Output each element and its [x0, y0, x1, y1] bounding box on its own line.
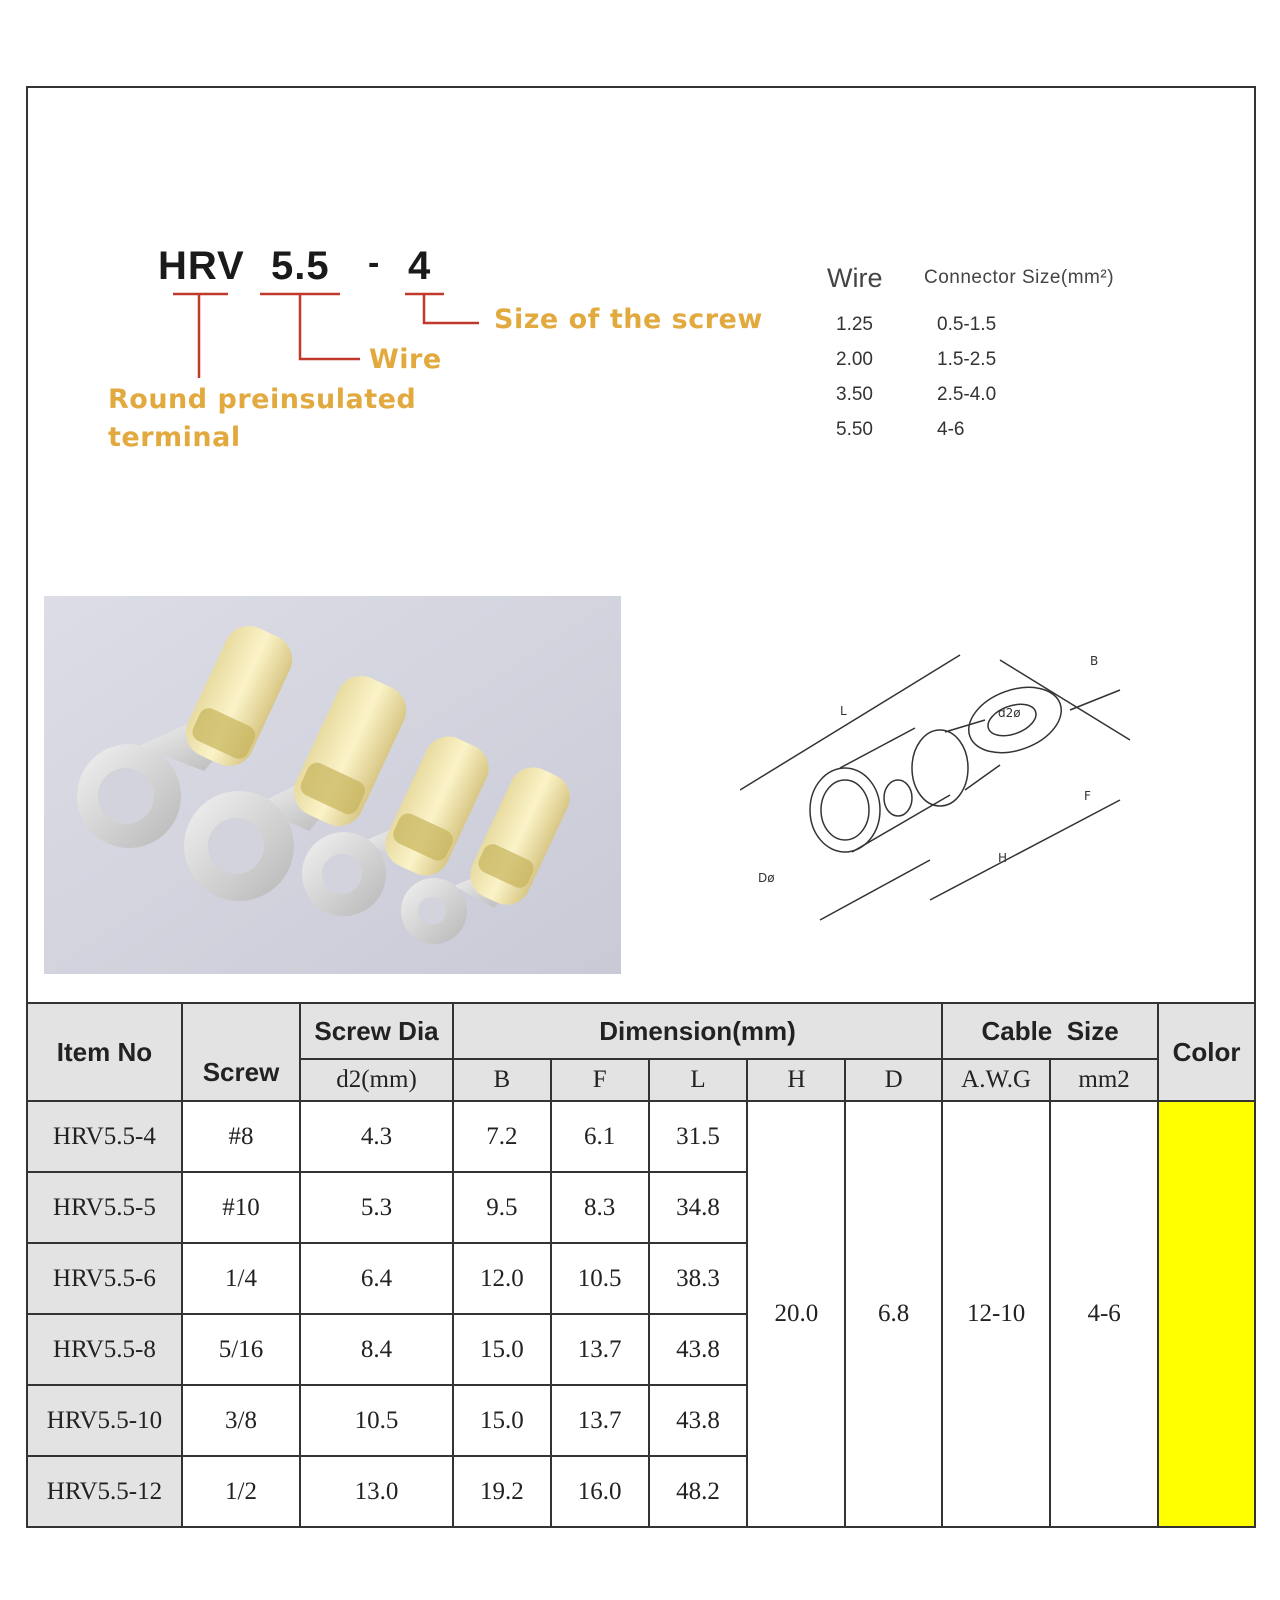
dim-label-d2: d2ø — [998, 706, 1021, 720]
header-awg: A.W.G — [942, 1059, 1050, 1101]
cell-screw: #8 — [182, 1101, 300, 1172]
wire-table-cell: 3.50 — [836, 384, 873, 405]
wire-table-cell: 1.5-2.5 — [937, 349, 997, 370]
cell-f: 6.1 — [551, 1101, 649, 1172]
dim-label-h: H — [998, 851, 1008, 865]
wire-table-cell: 2.00 — [836, 349, 873, 370]
cell-b: 15.0 — [453, 1314, 551, 1385]
code-series: HRV — [158, 244, 245, 288]
wire-table-header-connector: Connector Size(mm²) — [924, 267, 1115, 288]
cell-l: 43.8 — [649, 1314, 748, 1385]
table-row — [27, 1101, 1255, 1172]
cell-b: 7.2 — [453, 1101, 551, 1172]
code-dash: - — [368, 244, 381, 282]
cell-d2: 6.4 — [300, 1243, 453, 1314]
header-d: D — [845, 1059, 942, 1101]
cell-screw: 3/8 — [182, 1385, 300, 1456]
cell-l: 31.5 — [649, 1101, 748, 1172]
code-screw: 4 — [408, 244, 432, 288]
cell-item: HRV5.5-6 — [27, 1243, 182, 1314]
dim-label-l: L — [840, 704, 847, 718]
code-wire: 5.5 — [271, 244, 330, 288]
cell-d-shared: 6.8 — [845, 1101, 942, 1527]
cell-b: 19.2 — [453, 1456, 551, 1527]
cell-b: 12.0 — [453, 1243, 551, 1314]
cell-l: 43.8 — [649, 1385, 748, 1456]
cell-l: 34.8 — [649, 1172, 748, 1243]
dim-label-f: F — [1084, 789, 1091, 803]
color-swatch-yellow — [1158, 1101, 1255, 1527]
cell-screw: 1/2 — [182, 1456, 300, 1527]
cell-f: 13.7 — [551, 1314, 649, 1385]
header-cable-size: Cable Size — [942, 1003, 1158, 1059]
cell-f: 16.0 — [551, 1456, 649, 1527]
label-wire: Wire — [369, 344, 442, 375]
wire-table-cell: 4-6 — [937, 419, 965, 440]
cell-b: 9.5 — [453, 1172, 551, 1243]
cell-mm2-shared: 4-6 — [1050, 1101, 1158, 1527]
cell-item: HRV5.5-10 — [27, 1385, 182, 1456]
dim-label-b: B — [1090, 654, 1099, 668]
wire-table-cell: 0.5-1.5 — [937, 314, 997, 335]
wire-table-cell: 5.50 — [836, 419, 873, 440]
cell-d2: 4.3 — [300, 1101, 453, 1172]
header-screw: Screw — [182, 1003, 300, 1101]
header-item-no: Item No — [27, 1003, 182, 1101]
cell-d2: 13.0 — [300, 1456, 453, 1527]
cell-f: 10.5 — [551, 1243, 649, 1314]
cell-screw: 5/16 — [182, 1314, 300, 1385]
cell-h-shared: 20.0 — [747, 1101, 845, 1527]
cell-d2: 5.3 — [300, 1172, 453, 1243]
header-f: F — [551, 1059, 649, 1101]
cell-item: HRV5.5-4 — [27, 1101, 182, 1172]
cell-l: 48.2 — [649, 1456, 748, 1527]
cell-d2: 10.5 — [300, 1385, 453, 1456]
header-dimension: Dimension(mm) — [453, 1003, 942, 1059]
technical-drawing — [740, 650, 1180, 940]
product-photo — [44, 596, 621, 974]
header-d2: d2(mm) — [300, 1059, 453, 1101]
label-screw-size: Size of the screw — [494, 304, 763, 335]
cell-item: HRV5.5-12 — [27, 1456, 182, 1527]
wire-table-cell: 1.25 — [836, 314, 873, 335]
cell-item: HRV5.5-5 — [27, 1172, 182, 1243]
cell-b: 15.0 — [453, 1385, 551, 1456]
wire-table-header-wire: Wire — [827, 263, 883, 293]
header-h: H — [747, 1059, 845, 1101]
header-color: Color — [1158, 1003, 1255, 1101]
cell-f: 13.7 — [551, 1385, 649, 1456]
header-screw-dia: Screw Dia — [300, 1003, 453, 1059]
cell-d2: 8.4 — [300, 1314, 453, 1385]
header-l: L — [649, 1059, 748, 1101]
header-b: B — [453, 1059, 551, 1101]
cell-l: 38.3 — [649, 1243, 748, 1314]
wire-table-cell: 2.5-4.0 — [937, 384, 997, 405]
cell-awg-shared: 12-10 — [942, 1101, 1050, 1527]
cell-item: HRV5.5-8 — [27, 1314, 182, 1385]
cell-f: 8.3 — [551, 1172, 649, 1243]
header-mm2: mm2 — [1050, 1059, 1158, 1101]
label-terminal-line2: terminal — [108, 422, 241, 453]
cell-screw: #10 — [182, 1172, 300, 1243]
dim-label-d: Dø — [758, 871, 775, 885]
cell-screw: 1/4 — [182, 1243, 300, 1314]
label-terminal-line1: Round preinsulated — [108, 384, 417, 415]
spec-table — [26, 1002, 1256, 1528]
